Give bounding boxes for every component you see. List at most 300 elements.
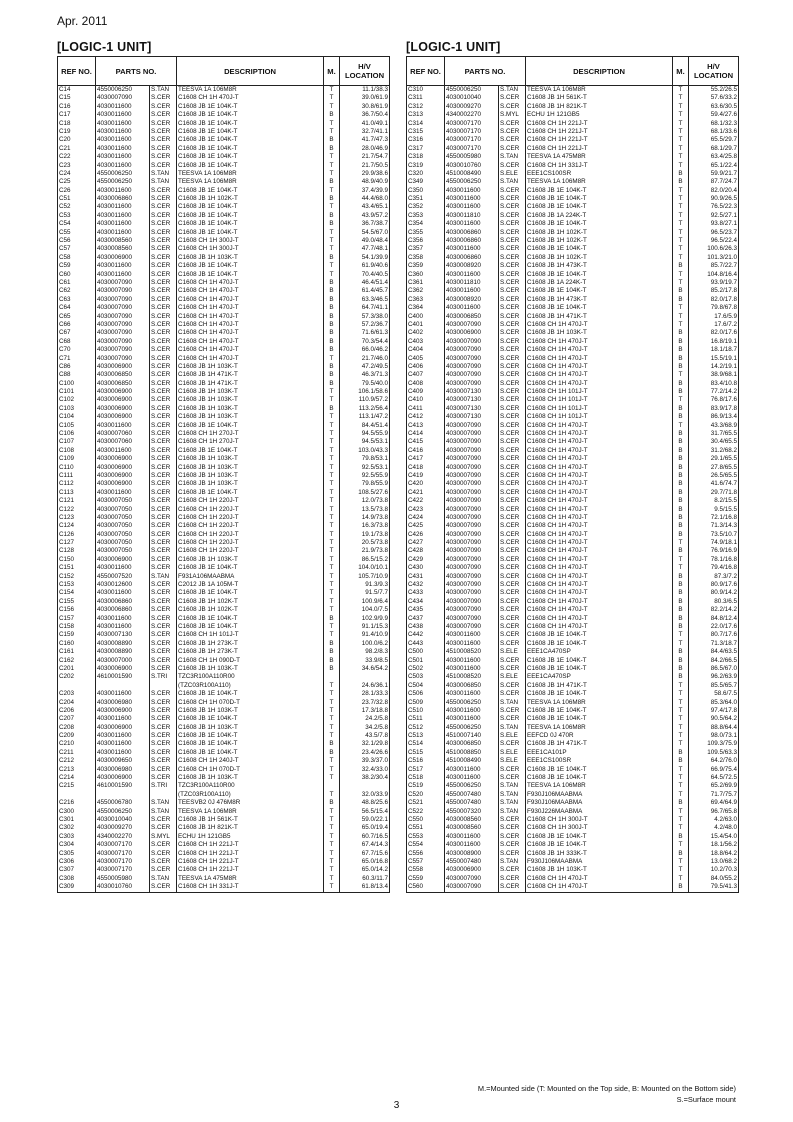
type-cell: S.TAN (499, 799, 526, 807)
description-cell: C1608 JB 1H 273K-T (177, 648, 324, 656)
location-cell: 68.1/32.3 (689, 120, 739, 128)
description-cell: C1608 JB 1H 103K-T (177, 405, 324, 413)
description-cell: C1608 CH 1H 270J-T (177, 430, 324, 438)
type-cell: S.CER (150, 740, 177, 748)
table-row (407, 841, 739, 849)
table-row (407, 287, 739, 295)
mounted-side-cell: B (324, 254, 340, 262)
description-cell: C1608 CH 1H 470J-T (526, 489, 673, 497)
location-cell: 79.8/67.8 (689, 304, 739, 312)
type-cell: S.CER (499, 766, 526, 774)
description-cell: C1608 CH 1H 470J-T (526, 539, 673, 547)
type-cell: S.CER (499, 296, 526, 304)
ref-cell: C309 (58, 883, 96, 892)
description-cell: C1608 JB 1H 103K-T (177, 464, 324, 472)
table-row (58, 623, 390, 631)
ref-cell: C306 (58, 858, 96, 866)
table-row (407, 833, 739, 841)
parts-number-cell: 4030006900 (96, 396, 150, 404)
table-row (407, 808, 739, 816)
parts-number-cell: 4030007060 (96, 430, 150, 438)
description-cell: C1608 CH 1H 221J-T (177, 858, 324, 866)
location-cell: 56.5/15.4 (340, 808, 390, 816)
location-cell: 54.5/67.0 (340, 229, 390, 237)
location-cell: 104.0/7.5 (340, 606, 390, 614)
table-row (58, 715, 390, 723)
description-cell: C1608 CH 1H 470J-T (526, 623, 673, 631)
type-cell: S.CER (150, 329, 177, 337)
location-cell: 32.0/33.9 (340, 791, 390, 799)
mounted-side-cell: T (324, 413, 340, 421)
description-cell: C1608 CH 1H 470J-T (526, 438, 673, 446)
type-cell: S.CER (150, 707, 177, 715)
location-cell: 38.9/68.1 (689, 371, 739, 379)
location-cell: 102.9/9.9 (340, 615, 390, 623)
table-row (407, 757, 739, 765)
ref-cell: C59 (58, 262, 96, 270)
parts-number-cell: 4030007170 (96, 866, 150, 874)
table-row (407, 707, 739, 715)
type-cell: S.CER (499, 497, 526, 505)
location-cell: 72.1/16.8 (689, 514, 739, 522)
parts-number-cell: 4030007090 (445, 480, 499, 488)
ref-cell: C122 (58, 506, 96, 514)
parts-number-cell: 4030011600 (96, 623, 150, 631)
table-row (407, 430, 739, 438)
location-cell: 67.4/14.3 (340, 841, 390, 849)
column-header-parts: PARTS NO. (445, 57, 526, 86)
location-cell: 78.1/16.8 (689, 556, 739, 564)
table-row (58, 581, 390, 589)
mounted-side-cell: T (324, 623, 340, 631)
table-row (58, 539, 390, 547)
type-cell: S.CER (499, 606, 526, 614)
description-cell: C1608 CH 1H 090D-T (177, 657, 324, 665)
table-row (58, 732, 390, 740)
parts-number-cell: 4550007480 (445, 858, 499, 866)
table-row (58, 782, 390, 790)
description-cell: C1608 JB 1E 104K-T (177, 136, 324, 144)
type-cell: S.CER (150, 254, 177, 262)
mounted-side-cell: T (324, 422, 340, 430)
location-cell: 37.4/39.9 (340, 187, 390, 195)
parts-number-cell: 4030006900 (445, 329, 499, 337)
description-cell: C1608 JB 1E 104K-T (177, 153, 324, 161)
description-cell: F930J106MAABMA (526, 791, 673, 799)
description-cell: C1608 JB 1E 104K-T (177, 715, 324, 723)
type-cell: S.CER (499, 212, 526, 220)
mounted-side-cell: T (324, 816, 340, 824)
location-cell: 84.8/12.4 (689, 615, 739, 623)
parts-number-cell: 4030007090 (445, 497, 499, 505)
parts-number-cell: 4030006980 (96, 699, 150, 707)
ref-cell: C437 (407, 615, 445, 623)
ref-cell: C110 (58, 464, 96, 472)
location-cell: 61.8/13.4 (340, 883, 390, 892)
parts-number-cell: 4550006250 (445, 178, 499, 186)
mounted-side-cell: B (324, 371, 340, 379)
table-row (58, 589, 390, 597)
mounted-side-cell: B (673, 287, 689, 295)
type-cell: S.CER (499, 581, 526, 589)
ref-cell: C109 (58, 455, 96, 463)
description-cell: C1608 CH 1H 470J-T (177, 287, 324, 295)
table-row (407, 589, 739, 597)
mounted-side-cell: B (673, 522, 689, 530)
parts-number-cell: 4030007170 (96, 858, 150, 866)
description-cell: C1608 JB 1E 104K-T (177, 229, 324, 237)
ref-cell: C557 (407, 858, 445, 866)
mounted-side-cell: T (324, 522, 340, 530)
description-cell: C1608 CH 1H 470J-T (526, 321, 673, 329)
parts-number-cell: 4030007090 (445, 581, 499, 589)
location-cell: 19.1/73.8 (340, 531, 390, 539)
parts-number-cell: 4030007130 (445, 413, 499, 421)
table-row (407, 120, 739, 128)
parts-number-cell: 4030011600 (445, 715, 499, 723)
location-cell: 84.4/51.4 (340, 422, 390, 430)
description-cell: C1608 CH 1H 470J-T (526, 514, 673, 522)
description-cell: C1608 JB 1H 473K-T (526, 262, 673, 270)
location-cell: 58.6/7.5 (689, 690, 739, 698)
mounted-side-cell: T (673, 724, 689, 732)
mounted-side-cell: T (673, 690, 689, 698)
type-cell: S.TRI (150, 782, 177, 790)
description-cell: C1608 CH 1H 470J-T (177, 346, 324, 354)
type-cell: S.CER (150, 103, 177, 111)
description-cell: C1608 JB 1E 104K-T (177, 732, 324, 740)
type-cell: S.CER (150, 455, 177, 463)
mounted-side-cell: B (673, 657, 689, 665)
table-row (407, 665, 739, 673)
table-row (407, 564, 739, 572)
mounted-side-cell: T (673, 162, 689, 170)
location-cell: 90.9/26.5 (689, 195, 739, 203)
table-row (58, 271, 390, 279)
mounted-side-cell: T (673, 766, 689, 774)
mounted-side-cell: T (673, 94, 689, 102)
parts-number-cell: 4030006900 (96, 455, 150, 463)
mounted-side-cell: T (324, 539, 340, 547)
parts-number-cell: 4030007090 (445, 447, 499, 455)
ref-cell: C517 (407, 766, 445, 774)
mounted-side-cell: T (324, 86, 340, 95)
table-row (58, 237, 390, 245)
ref-cell: C506 (407, 690, 445, 698)
parts-number-cell (96, 791, 150, 799)
parts-number-cell: 4030006980 (96, 766, 150, 774)
ref-cell: C61 (58, 279, 96, 287)
mounted-side-cell: T (324, 858, 340, 866)
type-cell: S.CER (499, 556, 526, 564)
ref-cell: C522 (407, 808, 445, 816)
mounted-side-cell: T (673, 128, 689, 136)
location-cell: 41.7/47.3 (340, 136, 390, 144)
type-cell: S.CER (499, 489, 526, 497)
mounted-side-cell: B (673, 413, 689, 421)
table-row (58, 657, 390, 665)
table-row (58, 841, 390, 849)
table-row (407, 103, 739, 111)
type-cell: S.CER (150, 850, 177, 858)
location-cell: 85.5/65.7 (689, 682, 739, 690)
mounted-side-cell: T (324, 170, 340, 178)
ref-cell: C310 (407, 86, 445, 95)
type-cell: S.CER (150, 162, 177, 170)
description-cell: C1608 CH 1H 331J-T (526, 162, 673, 170)
table-row (407, 145, 739, 153)
type-cell: S.CER (499, 531, 526, 539)
location-cell: 83.4/10.8 (689, 380, 739, 388)
parts-number-cell: 4030011600 (96, 271, 150, 279)
description-cell: C1608 JB 1E 104K-T (177, 623, 324, 631)
ref-cell: C314 (407, 120, 445, 128)
ref-cell: C70 (58, 346, 96, 354)
mounted-side-cell: T (324, 455, 340, 463)
type-cell: S.ELE (499, 673, 526, 681)
description-cell: C1608 CH 1H 270J-T (177, 438, 324, 446)
mounted-side-cell: T (673, 640, 689, 648)
parts-number-cell: 4030007170 (445, 120, 499, 128)
table-row (407, 128, 739, 136)
location-cell: 32.4/33.0 (340, 766, 390, 774)
parts-number-cell: 4030007090 (445, 875, 499, 883)
description-cell: C1608 CH 1H 470J-T (526, 455, 673, 463)
parts-number-cell: 4510008520 (445, 648, 499, 656)
type-cell: S.CER (499, 480, 526, 488)
description-cell: C1608 JB 1H 103K-T (177, 455, 324, 463)
mounted-side-cell: B (673, 489, 689, 497)
ref-cell: C405 (407, 355, 445, 363)
type-cell: S.CER (150, 262, 177, 270)
ref-cell: C52 (58, 203, 96, 211)
description-cell: C1608 JB 1H 102K-T (526, 237, 673, 245)
type-cell: S.CER (150, 522, 177, 530)
description-cell: C1608 JB 1H 561K-T (526, 94, 673, 102)
type-cell: S.CER (499, 430, 526, 438)
table-row (58, 287, 390, 295)
ref-cell: C216 (58, 799, 96, 807)
description-cell: C1608 JB 1H 103K-T (177, 480, 324, 488)
type-cell: S.CER (499, 573, 526, 581)
table-row (58, 564, 390, 572)
type-cell: S.CER (150, 430, 177, 438)
location-cell: 96.7/65.8 (689, 808, 739, 816)
location-cell: 83.9/17.8 (689, 405, 739, 413)
description-cell: C1608 CH 1H 470J-T (526, 581, 673, 589)
ref-cell: C422 (407, 497, 445, 505)
location-cell (340, 673, 390, 681)
table-row (407, 598, 739, 606)
location-cell: 47.7/48.1 (340, 245, 390, 253)
mounted-side-cell: T (324, 271, 340, 279)
ref-cell: C560 (407, 883, 445, 892)
ref-cell: C206 (58, 707, 96, 715)
parts-number-cell: 4030007050 (96, 514, 150, 522)
location-cell: 79.8/53.1 (340, 455, 390, 463)
parts-number-cell: 4030011600 (96, 422, 150, 430)
type-cell: S.CER (150, 732, 177, 740)
table-row (407, 699, 739, 707)
mounted-side-cell: B (673, 623, 689, 631)
type-cell: S.CER (499, 128, 526, 136)
table-row (407, 673, 739, 681)
location-cell: 87.3/7.2 (689, 573, 739, 581)
type-cell: S.CER (150, 757, 177, 765)
mounted-side-cell: B (673, 749, 689, 757)
ref-cell: C558 (407, 866, 445, 874)
type-cell: S.CER (150, 363, 177, 371)
ref-cell: C438 (407, 623, 445, 631)
location-cell: 77.2/14.2 (689, 388, 739, 396)
type-cell: S.CER (499, 740, 526, 748)
table-row (58, 665, 390, 673)
type-cell: S.CER (499, 262, 526, 270)
parts-number-cell: 4030008560 (445, 824, 499, 832)
ref-cell: C317 (407, 145, 445, 153)
mounted-side-cell: T (673, 556, 689, 564)
type-cell: S.CER (150, 346, 177, 354)
parts-number-cell: 4030011600 (445, 841, 499, 849)
table-row (407, 187, 739, 195)
table-row (407, 447, 739, 455)
type-cell: S.CER (499, 715, 526, 723)
parts-number-cell: 4030006850 (445, 313, 499, 321)
location-cell: 41.6/74.7 (689, 480, 739, 488)
description-cell: C1608 JB 1E 104K-T (177, 187, 324, 195)
mounted-side-cell: B (673, 497, 689, 505)
mounted-side-cell: T (673, 195, 689, 203)
ref-cell: C362 (407, 287, 445, 295)
parts-number-cell: 4030011810 (445, 279, 499, 287)
mounted-side-cell: T (673, 145, 689, 153)
mounted-side-cell: T (324, 162, 340, 170)
description-cell: C1608 JB 1E 104K-T (177, 203, 324, 211)
parts-number-cell: 4030011810 (445, 212, 499, 220)
description-cell: C1608 JB 1H 102K-T (177, 195, 324, 203)
type-cell: S.CER (499, 279, 526, 287)
type-cell: S.ELE (499, 749, 526, 757)
description-cell: C1608 JB 1H 103K-T (177, 396, 324, 404)
parts-number-cell: 4030007090 (445, 371, 499, 379)
ref-cell: C434 (407, 598, 445, 606)
type-cell: S.CER (499, 883, 526, 892)
table-row (407, 329, 739, 337)
ref-cell: C501 (407, 657, 445, 665)
parts-number-cell: 4030007090 (445, 355, 499, 363)
type-cell: S.CER (150, 212, 177, 220)
mounted-side-cell: T (324, 564, 340, 572)
ref-cell: C356 (407, 237, 445, 245)
location-cell: 55.2/26.5 (689, 86, 739, 95)
description-cell: TEESVA 1A 106M8R (177, 808, 324, 816)
type-cell: S.CER (499, 547, 526, 555)
description-cell: C1608 JB 1H 103K-T (526, 329, 673, 337)
description-cell: C1608 JB 1H 471K-T (526, 682, 673, 690)
type-cell: S.TAN (499, 724, 526, 732)
description-cell: C1608 JB 1E 104K-T (526, 245, 673, 253)
location-cell: 13.5/73.8 (340, 506, 390, 514)
location-cell: 100.9/6.4 (340, 598, 390, 606)
location-cell: 28.1/33.3 (340, 690, 390, 698)
table-row (58, 296, 390, 304)
type-cell: S.TAN (499, 178, 526, 186)
table-row (407, 782, 739, 790)
description-cell: C1608 JB 1E 104K-T (526, 833, 673, 841)
parts-number-cell: 4030006850 (445, 740, 499, 748)
ref-cell: C420 (407, 480, 445, 488)
mounted-side-cell: T (324, 707, 340, 715)
location-cell: 27.8/65.5 (689, 464, 739, 472)
type-cell: S.CER (499, 514, 526, 522)
table-row (58, 153, 390, 161)
mounted-side-cell: B (324, 329, 340, 337)
parts-table-left (57, 56, 390, 893)
location-cell: 21.7/50.5 (340, 162, 390, 170)
parts-number-cell: 4030008560 (96, 237, 150, 245)
parts-number-cell: 4030007170 (96, 850, 150, 858)
ref-cell: C71 (58, 355, 96, 363)
description-cell: C1608 CH 1H 470J-T (526, 380, 673, 388)
description-cell: C1608 CH 1H 470J-T (526, 497, 673, 505)
ref-cell: C88 (58, 371, 96, 379)
type-cell: S.CER (150, 338, 177, 346)
description-cell: C1608 CH 1H 101J-T (526, 388, 673, 396)
ref-cell: C126 (58, 531, 96, 539)
table-row (58, 338, 390, 346)
mounted-side-cell (324, 782, 340, 790)
mounted-side-cell: T (324, 682, 340, 690)
description-cell: C1608 JB 1E 104K-T (177, 589, 324, 597)
page-number: 3 (393, 1100, 400, 1111)
location-cell: 43.3/68.9 (689, 422, 739, 430)
ref-cell: C155 (58, 598, 96, 606)
description-cell: C1608 CH 1H 220J-T (177, 531, 324, 539)
description-cell: TEESVA 1A 106M8R (526, 86, 673, 95)
location-cell: 90.5/64.2 (689, 715, 739, 723)
parts-number-cell: 4550005980 (96, 875, 150, 883)
table-row (58, 816, 390, 824)
mounted-side-cell: T (324, 556, 340, 564)
ref-cell: C315 (407, 128, 445, 136)
ref-cell: C102 (58, 396, 96, 404)
parts-number-cell: 4030006900 (96, 254, 150, 262)
ref-cell: C502 (407, 665, 445, 673)
type-cell: S.TAN (499, 782, 526, 790)
type-cell: S.CER (499, 506, 526, 514)
ref-cell: C509 (407, 699, 445, 707)
description-cell: C1608 CH 1H 470J-T (526, 564, 673, 572)
location-cell: 94.5/53.1 (340, 438, 390, 446)
ref-cell: C433 (407, 589, 445, 597)
type-cell: S.CER (150, 816, 177, 824)
description-cell: C1608 CH 1H 470J-T (526, 531, 673, 539)
type-cell: S.CER (499, 271, 526, 279)
location-cell: 48.9/40.9 (340, 178, 390, 186)
table-row (407, 850, 739, 858)
mounted-side-cell: T (324, 791, 340, 799)
ref-cell: C311 (407, 94, 445, 102)
parts-number-cell: 4030006850 (96, 371, 150, 379)
ref-cell: C412 (407, 413, 445, 421)
description-cell: C1608 CH 1H 470J-T (526, 447, 673, 455)
description-cell: C1608 CH 1H 470J-T (177, 94, 324, 102)
table-row (58, 682, 390, 690)
location-cell: 100.6/26.3 (689, 245, 739, 253)
parts-number-cell: 4340002270 (445, 111, 499, 119)
type-cell: S.CER (150, 413, 177, 421)
type-cell: S.CER (499, 833, 526, 841)
